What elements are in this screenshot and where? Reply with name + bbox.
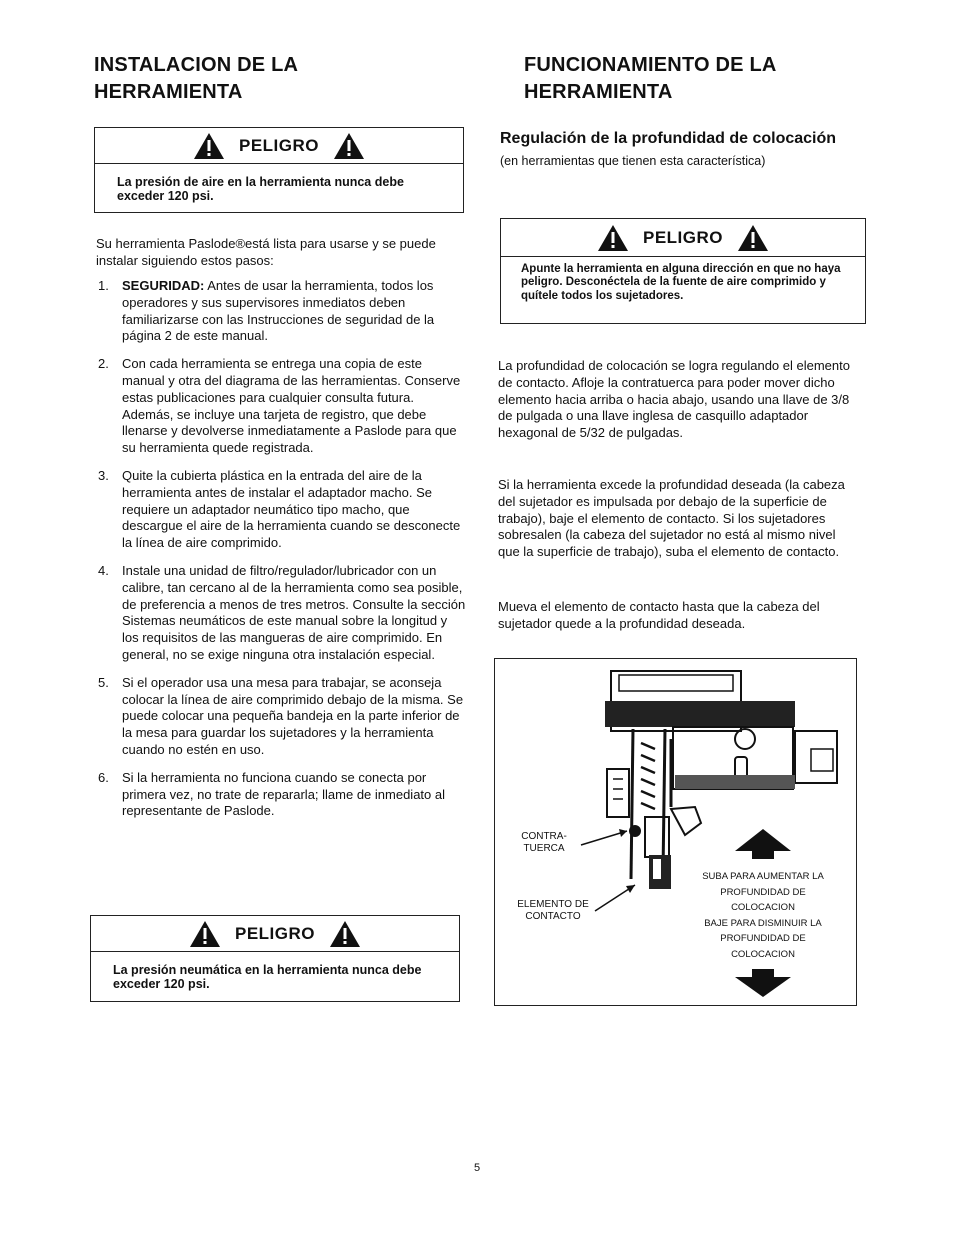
step-number: 1. [98, 278, 109, 293]
warning-triangle-icon [193, 132, 225, 160]
installation-step [94, 770, 466, 820]
installation-step [94, 278, 466, 345]
step-number: 6. [98, 769, 109, 785]
warning-box-pressure [94, 127, 464, 213]
warning-text: La presión neumática en la herramienta nunca debe exceder 120 psi. [113, 963, 422, 991]
warning-triangle-icon [737, 224, 769, 252]
step-text: Con cada herramienta se entrega una copia de este manual y otra del diagrama de las herramientas. Conserve estas publicaciones para cualquier consulta futura. Además, se incluye una tarjeta de registro, que debe llenarse y devolverse inmediatamente a Paslode para que su herramienta quede registrada. [122, 356, 461, 456]
depth-adjustment-figure [494, 658, 857, 1006]
intro-paragraph: Su herramienta Paslode®está lista para usarse y se puede instalar siguiendo estos pasos: [96, 236, 436, 268]
depth-subheading-note: (en herramientas que tienen esta característica) [500, 154, 766, 168]
step-text: Si la herramienta no funciona cuando se conecta por primera vez, no trate de repararla; llame de inmediato al representante de Paslode. [122, 769, 445, 819]
elemento-contacto-label: ELEMENTO DE CONTACTO [517, 899, 589, 922]
left-heading-line2: HERRAMIENTA [94, 81, 243, 103]
warning-label: PELIGRO [642, 227, 723, 247]
warning-header [95, 128, 463, 164]
right-heading [524, 52, 777, 106]
warning-triangle-icon [189, 920, 221, 948]
depth-paragraph-1: La profundidad de colocación se logra regulando el elemento de contacto. Afloje la contratuerca para poder mover dicho elemento hacia arriba o hacia abajo, usando una llave de 3/8 de pulgada o una llave inglesa de casquillo adaptador hexagonal de 5/32 de pulgadas. [498, 358, 850, 441]
step-text: Antes de usar la herramienta, todos los operadores y sus supervisores inmediatos deben familiarizarse con las Instrucciones de seguridad de la página 2 de este manual. [122, 278, 435, 344]
step-number: 3. [98, 467, 109, 483]
step-number: 5. [98, 674, 109, 690]
depth-paragraph-3: Mueva el elemento de contacto hasta que la cabeza del sujetador quede a la profundidad deseada. [498, 599, 820, 631]
warning-triangle-icon [329, 920, 361, 948]
installation-step [94, 356, 466, 457]
step-text: Si el operador usa una mesa para trabajar, se aconseja colocar la línea de aire comprimido debajo de la misma. Se puede colocar una pequeña bandeja en la parte inferior de la mesa para guardar los sujetadores y la herramienta cuando no estén en uso. [122, 674, 464, 757]
warning-label: PELIGRO [238, 135, 319, 155]
step-text: Instale una unidad de filtro/regulador/lubricador con un calibre, tan cercano al de la herramienta como sea posible, de preferencia a menos de tres metros. Consulte la sección Sistemas neumáticos de este manual sobre la longitud y los requisitos de las mangueras de aire comprimido. En general, no se exige ninguna otra instalación especial. [122, 562, 466, 662]
depth-subheading-title: Regulación de la profundidad de colocación [500, 130, 837, 147]
page-number: 5 [473, 1162, 481, 1174]
warning-header [501, 219, 865, 257]
warning-triangle-icon [597, 224, 629, 252]
warning-text: Apunte la herramienta en alguna dirección en que no haya peligro. Desconéctela de la fuente de aire comprimido y quítele todos los sujetadores. [521, 263, 841, 302]
warning-text: La presión de aire en la herramienta nunca debe exceder 120 psi. [117, 175, 404, 203]
up-arrow-icon [735, 829, 791, 859]
contratuerca-label: CONTRA- TUERCA [521, 831, 567, 854]
left-heading-line1: INSTALACION DE LA [94, 54, 299, 76]
right-heading-line2: HERRAMIENTA [524, 81, 673, 103]
installation-steps-list [94, 278, 466, 831]
warning-box-pneumatic [90, 915, 460, 1002]
step-text: Quite la cubierta plástica en la entrada del aire de la herramienta antes de instalar el adaptador macho. Se requiere un adaptador neumático tipo macho, que descargue el aire de la herramienta cuando se desconecte la línea de aire comprimido. [122, 467, 461, 551]
warning-triangle-icon [333, 132, 365, 160]
warning-label: PELIGRO [234, 923, 315, 943]
depth-instructions-label: SUBA PARA AUMENTAR LA PROFUNDIDAD DE COLOCACION BAJE PARA DISMINUIR LA PROFUNDIDAD DE COLOCACION [702, 871, 824, 960]
down-arrow-icon [735, 969, 791, 997]
right-heading-line1: FUNCIONAMIENTO DE LA [524, 54, 777, 76]
installation-step [94, 563, 466, 664]
warning-header [91, 916, 459, 952]
left-heading [94, 52, 298, 106]
warning-box-aim [500, 218, 866, 324]
step-number: 2. [98, 356, 109, 372]
step-number: 4. [98, 562, 109, 578]
installation-step [94, 675, 466, 759]
depth-subheading [500, 128, 850, 172]
step-lead: SEGURIDAD: [122, 278, 205, 293]
installation-step [94, 468, 466, 552]
depth-paragraph-2: Si la herramienta excede la profundidad deseada (la cabeza del sujetador es impulsada por debajo de la superficie de trabajo), baje el elemento de contacto. Si los sujetadores sobresalen (la cabeza del sujetador no está al mismo nivel que la superficie de trabajo), suba el elemento de contacto. [498, 477, 845, 560]
